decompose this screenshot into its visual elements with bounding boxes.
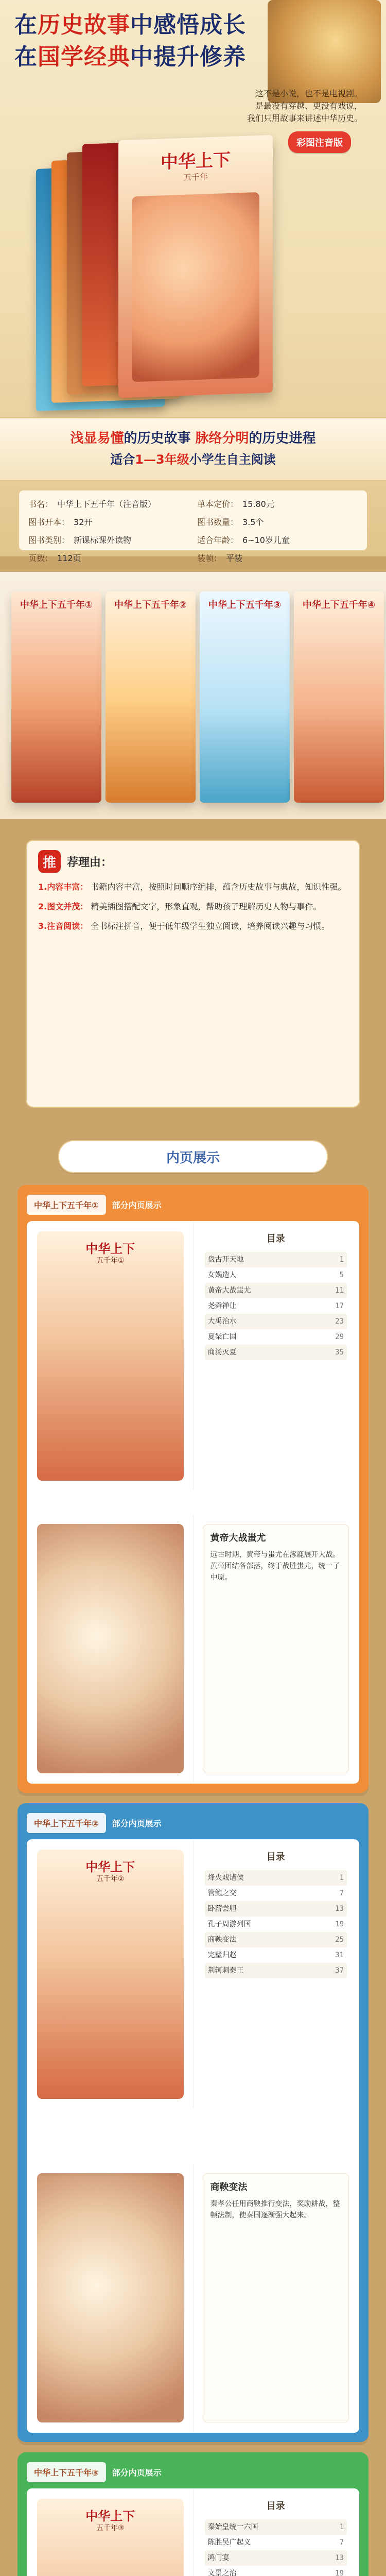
table-of-contents [205,1231,347,1481]
spec-row [28,516,189,528]
toc-item-title: 女娲造人 [207,1271,237,1279]
spec-value: 平装 [226,553,243,563]
recommendation-body [38,880,348,934]
toc-item-page: 31 [335,1951,344,1959]
spec-key: 图书数量： [197,517,239,527]
preview-panel-content [27,2488,359,2576]
spec-key: 装帧： [197,553,222,563]
preview-panel [17,1803,369,2442]
recommendation-point [38,919,348,934]
toc-item-page: 17 [335,1302,344,1310]
spec-value: 112页 [57,553,81,563]
toc-item [205,1947,347,1963]
spec-row [197,552,358,564]
spec-value: 6~10岁儿童 [242,535,290,545]
recommendation-point-text: 书籍内容丰富，按照时间顺序编排，蕴含历史故事与典故，知识性强。 [91,882,346,892]
specs-table [18,489,368,563]
book-stack [36,135,273,411]
spec-value: 中华上下五千年（注音版） [57,499,156,509]
preview-panel-header [27,1193,359,1216]
book-thumbnail [11,591,101,803]
hero-note-line: 这不是小说，也不是电视剧。 [255,89,362,98]
hero-note [177,88,362,125]
table-of-contents [205,2499,347,2576]
toc-item-title: 黄帝大战蚩尤 [207,1286,251,1295]
toc-item-title: 尧舜禅让 [207,1302,237,1310]
toc-item-page: 1 [339,2523,344,2531]
spec-row [197,498,358,510]
spec-row [197,516,358,528]
spec-row [28,534,189,546]
toc-item-page: 35 [335,1348,344,1357]
hero-strip-line1 [10,428,376,447]
hero-strip-line2-part3: 小学生自主阅读 [189,452,276,467]
spread-page [194,2164,359,2432]
spec-key: 图书开本： [28,517,70,527]
spread-page [28,1515,194,1783]
spec-value: 15.80元 [242,499,274,509]
recommendation-title: 荐理由： [67,856,113,869]
recommendation-point-text: 全书标注拼音，便于低年级学生独立阅读，培养阅读兴趣与习惯。 [91,921,330,931]
recommendation [26,840,360,1108]
book-cover-title: 中华上下 [161,149,231,173]
toc-item [205,2535,347,2550]
hero-note-line: 是最没有穿越、更没有戏说， [255,101,362,111]
book-thumbnail-title: 中华上下五千年① [20,600,93,611]
toc-item [205,1963,347,1978]
spec-row [28,498,189,510]
spec-value: 32开 [74,517,93,527]
hero-strip-line1-part1: 浅显易懂 [70,431,124,446]
preview-panel-header [27,2461,359,2483]
toc-item-title: 孔子周游列国 [207,1920,251,1928]
toc-item [205,2550,347,2566]
spread-page [28,1222,194,1490]
spec-key: 单本定价： [197,499,239,509]
toc-item-title: 完璧归赵 [207,1951,237,1959]
toc-item-page: 19 [335,2569,344,2576]
spec-key: 适合年龄： [197,535,239,545]
preview-panel-subtitle: 部分内页展示 [112,1200,162,1210]
toc-item-title: 盘古开天地 [207,1256,244,1264]
toc-item-title: 卧薪尝胆 [207,1905,237,1913]
edition-badge: 彩图注音版 [288,131,351,153]
preview-cover [37,1850,184,2099]
hero-title-line2-part3: 中提升修养 [130,44,246,70]
preview-cover-subtitle: 五千年① [96,1257,125,1265]
book-cover-art [132,192,259,382]
spread-page [28,2164,194,2432]
toc-item [205,1314,347,1329]
recommendation-header [38,850,348,873]
toc-item [205,1917,347,1932]
hero-title-line2-part1: 在 [14,44,38,70]
section-title-pill: 内页展示 [58,1140,328,1173]
hero-strip-line2-part1: 适合 [110,452,135,467]
hero-title-line2 [14,41,282,73]
preview-cover [37,2499,184,2576]
toc-item-title: 文景之治 [207,2569,237,2576]
hero-note-line: 我们只用故事来讲述中华历史。 [247,113,362,123]
recommendation-point-label: 1.内容丰富： [38,882,89,892]
recommendation-point-text: 精美插图搭配文字，形象直观，帮助孩子理解历史人物与事件。 [91,902,322,911]
hero-title [14,9,282,73]
hero-strip-line1-part2: 的历史故事 [124,431,196,446]
spread-page [28,2489,194,2576]
toc-item-page: 1 [339,1874,344,1882]
toc-item-title: 荆轲刺秦王 [207,1967,244,1975]
toc-item-title: 夏桀亡国 [207,1333,237,1341]
hero-strip-line2-part2: 1—3年级 [135,452,189,467]
toc-list [205,1870,347,1978]
preview-panel-content [27,1221,359,1784]
toc-item [205,1252,347,1267]
toc-item [205,2566,347,2576]
toc-item [205,1886,347,1901]
story-title: 商鞅变法 [210,2182,248,2193]
toc-item [205,1345,347,1360]
preview-panel-tag: 中华上下五千年② [27,1813,106,1833]
toc-item-page: 23 [335,1317,344,1326]
toc-item-title: 大禹治水 [207,1317,237,1326]
hero [0,0,386,563]
recommendation-point-label: 3.注音阅读： [38,921,89,931]
toc-item-page: 7 [339,1889,344,1897]
spec-value: 3.5个 [242,517,264,527]
toc-item-page: 19 [335,1920,344,1928]
hero-strip [0,417,386,481]
book-thumbnail [200,591,290,803]
toc-item-page: 11 [335,1286,344,1295]
toc-item [205,1329,347,1345]
spread-page [194,2489,359,2576]
hero-strip-line2 [10,449,376,467]
spread-bottom [28,2164,358,2432]
recommendation-point-label: 2.图文并茂： [38,902,89,911]
spread-page [194,1840,359,2108]
book-thumbnail-title: 中华上下五千年④ [302,600,376,611]
toc-item-title: 烽火戏诸侯 [207,1874,244,1882]
toc-item-page: 7 [339,2538,344,2547]
preview-panel [17,1185,369,1793]
toc-item-title: 秦始皇统一六国 [207,2523,258,2531]
toc-item [205,1932,347,1947]
spread-page [28,1840,194,2108]
book-cover [118,135,273,398]
toc-item-title: 管鲍之交 [207,1889,237,1897]
spread-top [28,1840,358,2108]
preview-cover-subtitle: 五千年② [96,1875,125,1883]
book-thumbnail [294,591,384,803]
preview-panel-content [27,1839,359,2433]
toc-item-title: 鸿门宴 [207,2554,230,2562]
toc-item-title: 陈胜吴广起义 [207,2538,251,2547]
toc-item [205,2519,347,2535]
preview-cover-title: 中华上下 [85,1860,135,1874]
toc-title: 目录 [266,1852,285,1862]
book-thumbnail [106,591,196,803]
hero-title-line1 [14,9,282,41]
toc-list [205,1252,347,1360]
spec-key: 页数： [28,553,54,563]
recommend-icon: 推 [38,850,61,873]
toc-item-page: 29 [335,1333,344,1341]
toc-item [205,1870,347,1886]
story-text: 远古时期，黄帝与蚩尤在涿鹿展开大战。黄帝团结各部落，终于战胜蚩尤，统一了中原。 [210,1551,340,1582]
spec-row [28,552,189,564]
preview-panel-header [27,1811,359,1834]
toc-title: 目录 [266,2501,285,2512]
spread-top [28,1222,358,1490]
toc-item-page: 13 [335,2554,344,2562]
toc-item [205,1901,347,1917]
recommendation-point [38,900,348,914]
preview-cover-title: 中华上下 [85,2509,135,2523]
hero-title-line1-part3: 中感悟成长 [130,12,246,38]
toc-item-title: 商鞅变法 [207,1936,237,1944]
toc-item-page: 25 [335,1936,344,1944]
preview-panel-subtitle: 部分内页展示 [112,2467,162,2478]
toc-item-page: 1 [339,1256,344,1264]
spec-key: 图书类别： [28,535,70,545]
spread-page [194,1515,359,1783]
toc-item [205,1283,347,1298]
recommendation-point [38,880,348,894]
preview-panel [17,2452,369,2576]
toc-item-page: 5 [339,1271,344,1279]
story-text-block [203,1524,349,1773]
story-text-block [203,2173,349,2422]
hero-strip-line1-part3: 脉络分明 [195,431,249,446]
story-title: 黄帝大战蚩尤 [210,1533,266,1544]
toc-item-page: 37 [335,1967,344,1975]
preview-panel-tag: 中华上下五千年③ [27,2462,106,2482]
toc-item [205,1298,347,1314]
book-cover-subtitle: 五千年 [183,172,208,183]
story-illustration [37,1524,184,1773]
toc-item-page: 13 [335,1905,344,1913]
spec-value: 新课标课外读物 [74,535,132,545]
hero-title-line2-part2: 国学经典 [38,44,130,70]
spec-row [197,534,358,546]
story-illustration [37,2173,184,2422]
book-thumbnail-title: 中华上下五千年② [114,600,187,611]
preview-panel-subtitle: 部分内页展示 [112,1818,162,1828]
hero-title-line1-part1: 在 [14,12,38,38]
book-thumbnail-title: 中华上下五千年③ [208,600,282,611]
preview-cover-subtitle: 五千年③ [96,2524,125,2532]
preview-cover-title: 中华上下 [85,1242,135,1256]
toc-item-title: 商汤灭夏 [207,1348,237,1357]
books-row [0,572,386,819]
spread-top [28,2489,358,2576]
toc-item [205,1267,347,1283]
toc-title: 目录 [266,1233,285,1244]
story-text: 秦孝公任用商鞅推行变法，奖励耕战，整顿法制，使秦国逐渐强大起来。 [210,2200,340,2219]
spec-key: 书名： [28,499,54,509]
spread-bottom [28,1515,358,1783]
toc-list [205,2519,347,2576]
preview-panel-tag: 中华上下五千年① [27,1195,106,1215]
preview-cover [37,1231,184,1481]
spread-page [194,1222,359,1490]
hero-strip-line1-part4: 的历史进程 [249,431,316,446]
table-of-contents [205,1850,347,2099]
section-title [0,1133,386,1180]
hero-title-line1-part2: 历史故事 [38,12,130,38]
